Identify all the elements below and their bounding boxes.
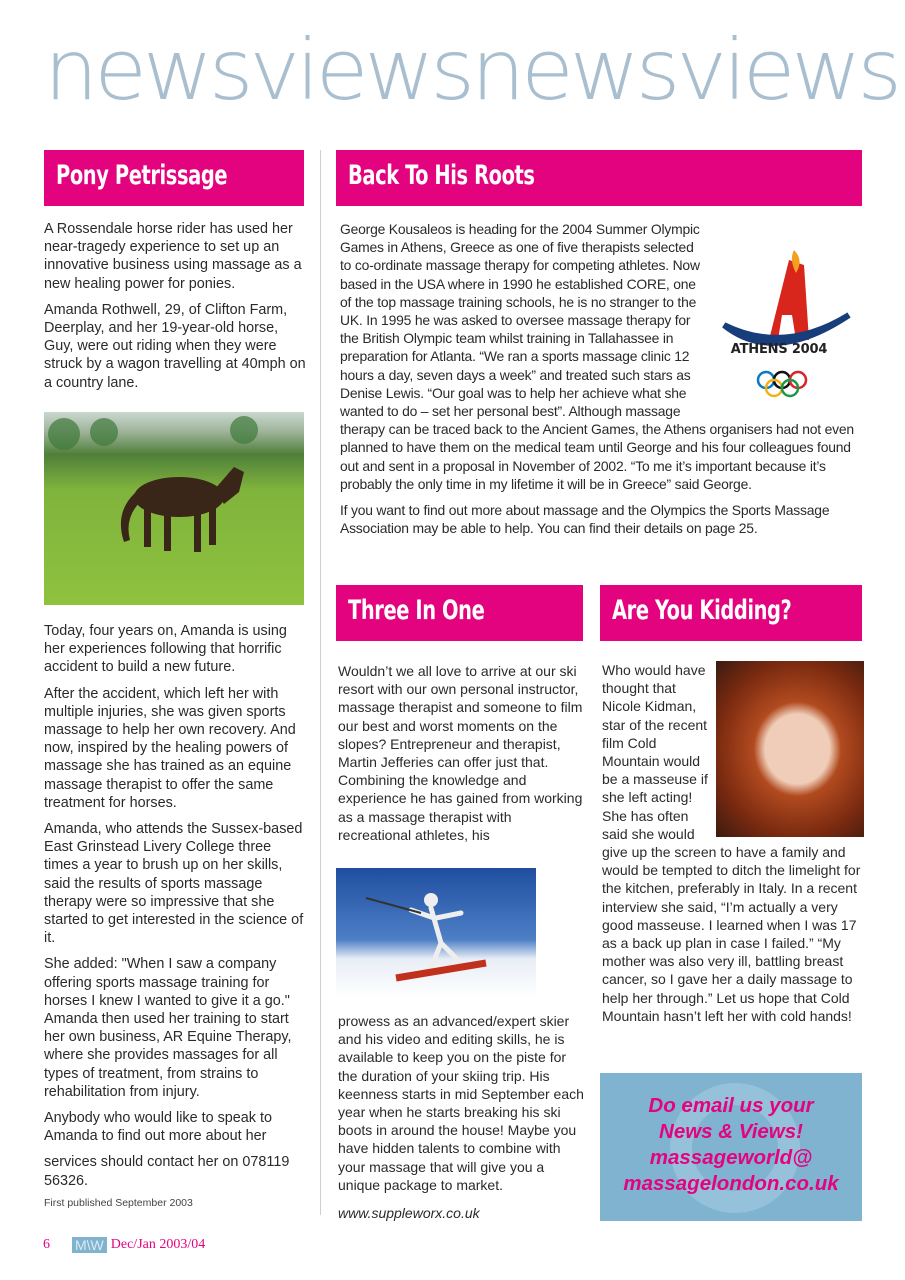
pony-intro xyxy=(44,220,306,400)
paragraph: services should contact her on 078119 56326. xyxy=(44,1154,290,1189)
paragraph: A Rossendale horse rider has used her near-tragedy experience to set up an innovative business using massage as a new healing power for ponies. xyxy=(44,221,302,292)
paragraph: If you want to find out more about massage and the Olympics the Sports Massage Association may be able to help. You can find their details on page 25. xyxy=(340,502,830,537)
three-in-one-heading: Three In One xyxy=(336,585,583,641)
paragraph: Who would have thought that Nicole Kidman, star of the recent film Cold Mountain would be a masseuse if she left acting! She has often said she would give up the screen to have a family and would be tempted to ditch the limelight for the kitchen, preferably in Italy. In a recent interview she said, “I’m actually a very good masseuse. I learned when I was 17 as a back up plan in case I failed.” “My mother was also very ill, battling breast cancer, so I gave her a daily massage to help her through.” Let us hope that Cold Mountain hasn’t left her with cold hands! xyxy=(602,662,861,1024)
paragraph: She added: "When I saw a company offering sports massage training for horses I knew I wanted to give it a go." Amanda then used her training to start her own business, AR Equine Therapy, where she provides massages for all types of treatment, from strains to rehabilitation from injury. xyxy=(44,956,292,1100)
athens-2004-logo xyxy=(704,220,864,420)
paragraph: Amanda Rothwell, 29, of Clifton Farm, Deerplay, and her 19-year-old horse, Guy, were out riding when they were struck by a wagon travelling at 40mph on a country lane. xyxy=(44,301,306,391)
nicole-kidman-photo xyxy=(716,661,864,837)
horse-photo xyxy=(44,412,304,605)
email-box-line: Do email us your xyxy=(648,1094,814,1117)
masthead: newsviewsnewsviews xyxy=(44,21,898,119)
paragraph: Anybody who would like to speak to Amanda to find out more about her xyxy=(44,1110,272,1145)
column-divider xyxy=(320,150,321,1215)
paragraph: Amanda, who attends the Sussex-based East Grinstead Livery College three times a year to brush up on her skills, said the results of sports massage therapy were so impressive that she started to get interested in the science of it. xyxy=(44,821,304,947)
skier-photo xyxy=(336,868,536,998)
paragraph: George Kousaleos is heading for the 2004 Summer Olympic Games in Athens, Greece as one of five therapists selected to co-ordinate massage therapy for competing athletes. Now based in the USA where in 1990 he established CORE, one of the top massage training schools, he is no stranger to the UK. In 1995 he was asked to oversee massage therapy for the British Olympic team whilst training in Tallahassee in preparation for Atlanta. “We ran a sports massage clinic 12 hours a day, seven days a week” and treated such stars as Denise Lewis. “Our goal was to help her achieve what she wanted to do – set her personal best”. Although massage therapy can be traced back to the Ancient Games, the Athens organisers had not even planned to have them on the medical team until George and his four colleagues found out and sent in a proposal in November of 2002. “To me it’s important because it’s probably the only time in my lifetime it will be in Greece” said George. xyxy=(340,221,854,492)
paragraph: prowess as an advanced/expert skier and his video and editing skills, he is available to keep you on the piste for the duration of your skiing trip. His keenness starts in mid September each year when he starts breaking his ski boots in around the house! Maybe you have hidden talents to combine with your massage that will give you a unique package to market. xyxy=(338,1013,584,1193)
paragraph: After the accident, which left her with multiple injuries, she was given sports massage to help her own recovery. And now, inspired by the healing powers of massage she has trained as an equine massage therapist to offer the same treatment for horses. xyxy=(44,685,296,811)
page-number: 6 xyxy=(43,1237,50,1252)
roots-body xyxy=(340,220,864,545)
email-address-domain[interactable]: massagelondon.co.uk xyxy=(623,1172,839,1195)
paragraph: Wouldn’t we all love to arrive at our ski resort with our own personal instructor, massage therapist and someone to film our best and worst moments on the slopes? Entrepreneur and therapist, Martin Jefferies can offer just that. Combining the knowledge and experience he has gained from working as a massage therapist with recreational athletes, his xyxy=(338,663,583,843)
roots-heading: Back To His Roots xyxy=(336,150,862,206)
kidding-body xyxy=(602,661,864,1033)
email-us-box xyxy=(600,1073,862,1221)
website-link[interactable]: www.suppleworx.co.uk xyxy=(338,1205,480,1222)
three-body-top xyxy=(338,662,584,852)
paragraph: Today, four years on, Amanda is using her experiences following that horrific accident to build a new future. xyxy=(44,623,287,676)
pony-heading: Pony Petrissage xyxy=(44,150,304,206)
email-address[interactable]: massageworld@ xyxy=(649,1146,813,1169)
email-box-line: News & Views! xyxy=(659,1120,803,1143)
footnote: First published September 2003 xyxy=(44,1196,193,1209)
issue-date: Dec/Jan 2003/04 xyxy=(110,1237,206,1252)
pony-body xyxy=(44,622,306,1212)
page-footer xyxy=(43,1237,205,1253)
are-you-kidding-heading: Are You Kidding? xyxy=(600,585,862,641)
magazine-logo: M\W xyxy=(72,1237,107,1253)
three-body-bottom xyxy=(338,1012,584,1230)
athens-logo-text: ATHENS 2004 xyxy=(730,342,828,357)
